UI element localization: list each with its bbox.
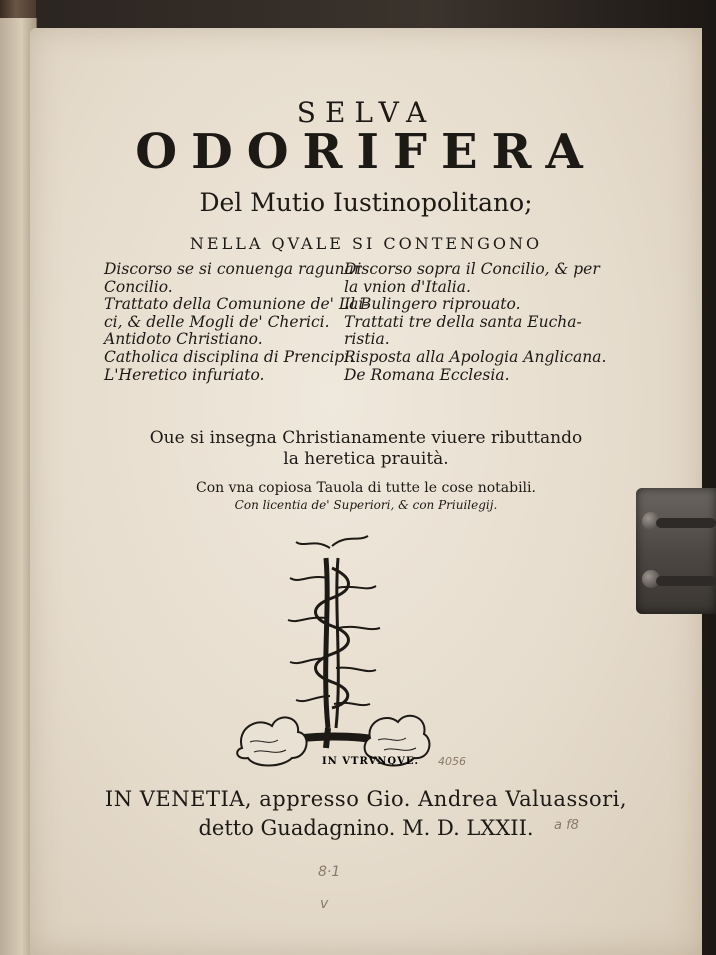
clasp-bar (656, 518, 716, 528)
contents-left-line: Concilio. (104, 277, 173, 296)
contents-left-line: L'Heretico infuriato. (104, 365, 265, 384)
contents-left-line: Antidoto Christiano. (104, 330, 263, 349)
contents-left-line: ci, & delle Mogli de' Cherici. (104, 312, 330, 331)
title-line-1: SELVA (296, 96, 436, 129)
title-line-3: Del Mutio Iustinopolitano; (199, 188, 533, 217)
contents-right-line: Discorso sopra il Concilio, & per (344, 260, 600, 278)
contents-right-line: la vnion d'Italia. (344, 277, 471, 296)
handwritten-note-bottom: 8·1 (318, 864, 341, 880)
contents-right-line: ristia. (344, 330, 390, 349)
handwritten-number: 4056 (438, 755, 466, 768)
emblem-motto: IN VTRVNQVE. (322, 756, 419, 767)
imprint-line-2: detto Guadagnino. M. D. LXXII. (198, 816, 534, 840)
handwritten-note-right: a f8 (554, 818, 579, 833)
description-line-2: la heretica prauità. (283, 449, 449, 469)
contents-left-line: Trattato della Comunione de' Lai- (104, 295, 369, 314)
book-clasp (636, 488, 716, 614)
contents-left-line: Discorso se si conuenga ragunar (104, 260, 362, 278)
licenza-line: Con licentia de' Superiori, & con Priuilegij. (234, 498, 498, 512)
subtitle: NELLA QVALE SI CONTENGONO (189, 234, 543, 253)
printer-device-icon (234, 528, 434, 776)
imprint-line-1: IN VENETIA, appresso Gio. Andrea Valuassori, (104, 787, 628, 811)
contents-right-line: Il Bulingero riprouato. (344, 295, 521, 314)
contents-right-line: Trattati tre della santa Eucha- (344, 312, 582, 331)
contents-right-column (344, 261, 606, 384)
contents-left-line: Catholica disciplina di Prencipi. (104, 347, 355, 366)
title-line-2: ODORIFERA (135, 124, 597, 180)
description-line-1: Oue si insegna Christianamente viuere ributtando (149, 428, 583, 448)
handwritten-mark: v (320, 896, 329, 912)
tavola-line: Con vna copiosa Tauola di tutte le cose notabili. (196, 480, 536, 496)
title-page (30, 28, 702, 955)
clasp-bar (656, 576, 716, 586)
contents-left-column (104, 261, 369, 384)
contents-right-line: Risposta alla Apologia Anglicana. (344, 347, 607, 366)
contents-right-line: De Romana Ecclesia. (344, 365, 510, 384)
